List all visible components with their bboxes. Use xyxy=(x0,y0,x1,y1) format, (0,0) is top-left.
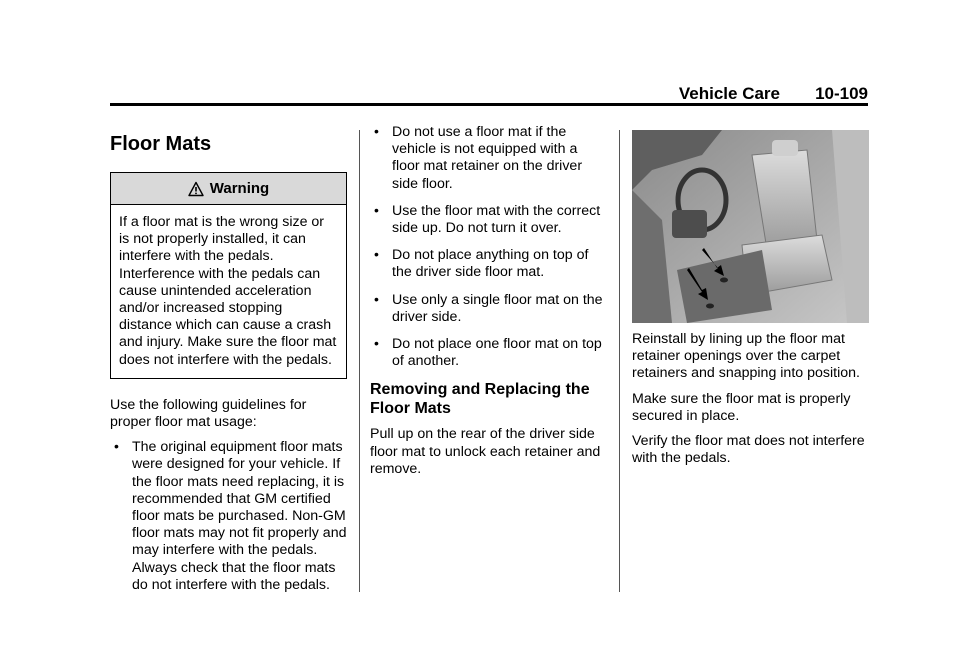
column-3 xyxy=(632,120,869,467)
body-paragraph: Reinstall by lining up the floor mat retainer openings over the carpet retainers and snapping into position. xyxy=(632,331,860,382)
warning-box xyxy=(110,172,347,379)
body-paragraph: Verify the floor mat does not interfere with the pedals. xyxy=(632,433,865,467)
list-item-text: Use only a single floor mat on the driver side. xyxy=(392,291,603,325)
column-divider xyxy=(619,130,620,592)
list-item-text: Do not place anything on top of the driver side floor mat. xyxy=(392,247,589,281)
list-item xyxy=(370,336,606,370)
header-section-title: Vehicle Care xyxy=(678,84,780,103)
bullet-list xyxy=(110,439,347,594)
car-interior-illustration xyxy=(632,130,869,323)
list-item-text: Use the floor mat with the correct side up. Do not turn it over. xyxy=(392,202,601,237)
column-divider xyxy=(359,130,360,592)
list-item-text: Do not use a floor mat if the vehicle is not equipped with a floor mat retainer on the driver side floor. xyxy=(392,124,583,192)
body-paragraph: Pull up on the rear of the driver side floor mat to unlock each retainer and remove. xyxy=(370,426,601,477)
floor-mat-photo xyxy=(632,130,869,323)
section-title: Floor Mats xyxy=(110,133,212,155)
column-1 xyxy=(110,120,347,604)
bullet-glyph: • xyxy=(114,438,119,455)
header-page-number: 10-109 xyxy=(815,84,868,103)
column-2 xyxy=(370,120,606,478)
list-item xyxy=(110,439,347,594)
list-item-text: Do not place one floor mat on top of another. xyxy=(392,336,602,370)
page-header xyxy=(110,84,868,104)
warning-text: If a floor mat is the wrong size or is not properly installed, it can interfere with the pedals. Interference with the pedals can cause unintended acceleration and/or increased stopping distance which can cause a crash and injury. Make sure the floor mat does not interfere with the pedals. xyxy=(119,214,337,368)
warning-triangle-icon xyxy=(188,181,204,197)
bullet-glyph: • xyxy=(374,290,379,307)
bullet-glyph: • xyxy=(374,246,379,263)
list-item xyxy=(370,292,606,326)
bullet-list xyxy=(370,124,606,370)
list-item-text: The original equipment floor mats were designed for your vehicle. If the floor mats need replacing, it is recommended that GM certified floor mats be purchased. Non-GM floor mats may not fit properly and may interfere with the pedals. Always check that the floor mats do not interfere with the pedals. xyxy=(132,439,347,593)
header-rule xyxy=(110,103,868,106)
bullet-glyph: • xyxy=(374,123,379,139)
subheading: Removing and Replacing the Floor Mats xyxy=(370,381,590,418)
warning-header xyxy=(111,173,346,205)
intro-paragraph: Use the following guidelines for proper floor mat usage: xyxy=(110,396,307,431)
bullet-glyph: • xyxy=(374,201,379,218)
warning-label: Warning xyxy=(209,180,270,197)
list-item xyxy=(370,247,606,281)
list-item xyxy=(370,203,606,237)
bullet-glyph: • xyxy=(374,335,379,352)
body-paragraph: Make sure the floor mat is properly secured in place. xyxy=(632,390,851,424)
list-item xyxy=(370,124,606,193)
